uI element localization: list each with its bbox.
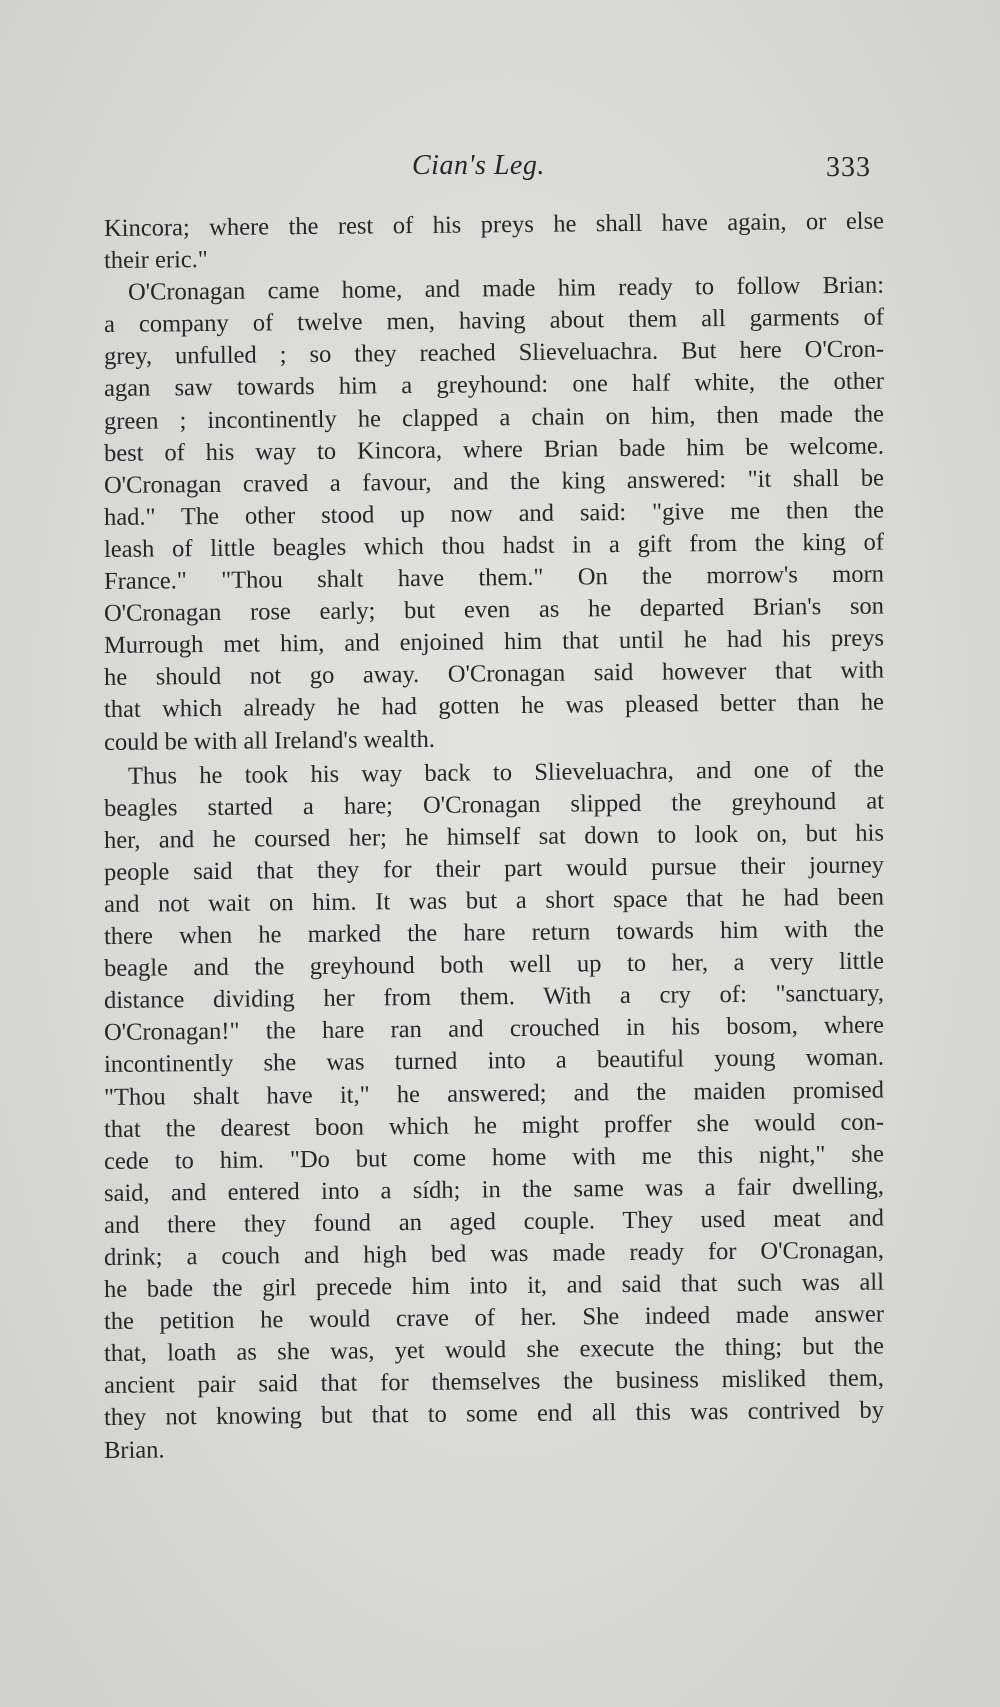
text-line: O'Cronagan!" the hare ran and crouched in his bosom, where: [103, 1011, 885, 1047]
text-line: Brian.: [103, 1435, 165, 1464]
text-line: he should not go away. O'Cronagan said however that with: [103, 656, 885, 692]
text-line: Kincora; where the rest of his preys he shall have again, or else: [103, 207, 885, 242]
text-line: grey, unfulled ; so they reached Slieveluachra. But here O'Cron-: [103, 335, 885, 371]
text-line: leash of little beagles which thou hadst in a gift from the king of: [103, 528, 885, 563]
text-line: O'Cronagan came home, and made him ready to follow Brian:: [127, 271, 885, 306]
text-line: green ; incontinently he clapped a chain on him, then made the: [103, 400, 885, 435]
paragraph: [103, 271, 885, 758]
text-line: beagle and the greyhound both well up to her, a very little: [103, 947, 885, 983]
text-line: "Thou shalt have it," he answered; and the maiden promised: [103, 1076, 885, 1111]
text-line: that which already he had gotten he was pleased better than he: [103, 688, 885, 724]
text-line: Murrough met him, and enjoined him that until he had his preys: [103, 624, 885, 660]
text-line: incontinently she was turned into a beautiful young woman.: [103, 1043, 885, 1079]
paragraph: [103, 207, 885, 277]
text-line: France." "Thou shalt have them." On the morrow's morn: [103, 560, 885, 596]
text-line: could be with all Ireland's wealth.: [103, 725, 436, 756]
text-line: that, loath as she was, yet would she execute the thing; but the: [103, 1332, 885, 1368]
text-line: their eric.": [103, 246, 208, 275]
text-line: he bade the girl precede him into it, and said that such was all: [103, 1268, 885, 1304]
text-line: ancient pair said that for themselves the business misliked them,: [103, 1364, 885, 1400]
text-line: cede to him. "Do but come home with me this night," she: [103, 1140, 885, 1175]
running-title: Cian's Leg.: [412, 150, 545, 181]
page-number: 333: [826, 152, 871, 183]
text-line: had." The other stood up now and said: "give me then the: [103, 496, 885, 531]
text-line: distance dividing her from them. With a cry of: "sanctuary,: [103, 979, 885, 1015]
text-line: O'Cronagan rose early; but even as he departed Brian's son: [103, 592, 885, 628]
text-line: they not knowing but that to some end all this was contrived by: [103, 1396, 885, 1432]
text-line: drink; a couch and high bed was made ready for O'Cronagan,: [103, 1236, 885, 1271]
text-line: a company of twelve men, having about them all garments of: [103, 303, 885, 339]
text-line: her, and he coursed her; he himself sat down to look on, but his: [103, 819, 885, 854]
text-line: best of his way to Kincora, where Brian bade him be welcome.: [103, 432, 885, 467]
text-line: and there they found an aged couple. They used meat and: [103, 1204, 885, 1239]
text-line: that the dearest boon which he might proffer she would con-: [103, 1108, 885, 1143]
text-line: there when he marked the hare return towards him with the: [103, 915, 885, 951]
text-line: people said that they for their part would pursue their journey: [103, 851, 885, 886]
text-line: said, and entered into a sídh; in the same was a fair dwelling,: [103, 1172, 885, 1207]
text-line: agan saw towards him a greyhound: one half white, the other: [103, 367, 885, 403]
text-line: the petition he would crave of her. She indeed made answer: [103, 1300, 885, 1336]
text-line: Thus he took his way back to Slieveluachra, and one of the: [127, 755, 885, 790]
body-text: [103, 207, 885, 1467]
text-line: beagles started a hare; O'Cronagan slipped the greyhound at: [103, 787, 885, 822]
text-line: O'Cronagan craved a favour, and the king answered: "it shall be: [103, 464, 885, 499]
text-line: and not wait on him. It was but a short space that he had been: [103, 883, 885, 918]
paragraph: [103, 755, 885, 1467]
